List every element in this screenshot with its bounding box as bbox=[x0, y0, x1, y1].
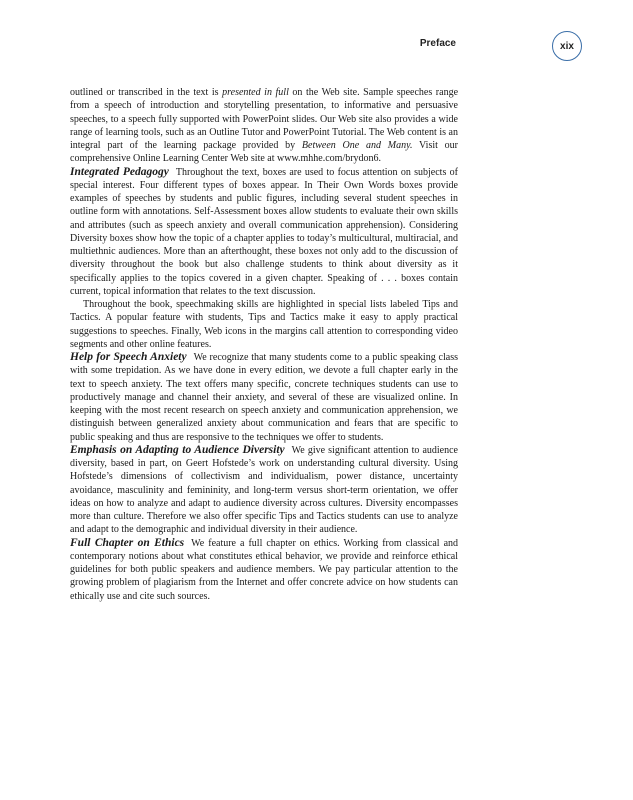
section-heading-ethics: Full Chapter on Ethics bbox=[70, 536, 185, 549]
section-heading-speech-anxiety: Help for Speech Anxiety bbox=[70, 351, 187, 363]
intro-paragraph: outlined or transcribed in the text is presented in full on the Web site. Sample speeches range from a speech of introduction and storytelling presentation, to informative and persuasive speeches, to a speech fully supported with PowerPoint slides. Our Web site also provides a wide range of learning tools, such as an Outline Tutor and PowerPoint Tutorial. The Web content is an integral part of the learning package provided by Between One and Many. Visit our comprehensive Online Learning Center Web site at www.mhhe.com/brydon6. bbox=[70, 87, 459, 165]
section-heading-audience-diversity: Emphasis on Adapting to Audience Diversity bbox=[70, 443, 285, 456]
ethics-paragraph: Full Chapter on Ethics We feature a full chapter on ethics. Working from classical and contemporary notions about what constitutes ethical behavior, we provide and reinforce ethical guidelines for both public speakers and audience members. We pay particular attention to the growing problem of plagiarism from the Internet and offer concrete advice on how students can ethically use and cite such sources. bbox=[70, 536, 459, 602]
section-heading-integrated-pedagogy: Integrated Pedagogy bbox=[70, 165, 169, 178]
integrated-pedagogy-paragraph-2: Throughout the book, speechmaking skills are highlighted in special lists labeled Tips and Tactics. A popular feature with students, Tips and Tactics make it easy to apply practical suggestions to speeches. Finally, Web icons in the margins call attention to corresponding video segments and other online features. bbox=[70, 299, 458, 350]
speech-anxiety-paragraph: Help for Speech Anxiety We recognize that many students come to a public speaking class with some trepidation. As we have done in every edition, we devote a full chapter early in the text to speech anxiety. The text offers many specific, concrete techniques students can use to productively manage and channel their anxiety, and several of these are visualized online. In keeping with the most recent research on speech anxiety and communication apprehension, we distinguish between generalized anxiety about communication and fears that are specific to public speaking and thus are responsive to the techniques we offer to students. bbox=[70, 351, 458, 443]
emphasis-presented-in-full: presented in full bbox=[222, 87, 289, 98]
page-number: xix bbox=[560, 40, 574, 52]
integrated-pedagogy-paragraph: Integrated Pedagogy Throughout the text, boxes are used to focus attention on subjects of special interest. Four different types of boxes appear. In Their Own Words boxes provide examples of speeches by students and public figures, including several student speeches in outline form with annotations. Self-Assessment boxes allow students to evaluate their own skills and attributes (such as speech anxiety and overall communication apprehension). Considering Diversity boxes show how the topic of a chapter applies to today’s multicultural, multiracial, and multiethnic audiences. More than an afterthought, these boxes not only add to the discussion of diversity throughout the book but also challenge students to think about diversity as it specifically applies to the topics covered in a given chapter. Speaking of . . . boxes contain current, topical information that relates to the text discussion. bbox=[70, 165, 458, 297]
running-head: Preface bbox=[419, 38, 456, 49]
book-title: Between One and Many. bbox=[301, 140, 413, 151]
body-text bbox=[70, 86, 458, 603]
page-number-badge bbox=[552, 31, 582, 61]
audience-diversity-paragraph: Emphasis on Adapting to Audience Diversity We give significant attention to audience diversity, based in part, on Geert Hofstede’s work on understanding cultural diversity. Using Hofstede’s dimensions of collectivism and individualism, power distance, uncertainty avoidance, masculinity and femininity, and long-term versus short-term orientation, we offer ideas on how to analyze and adapt to audience diversity across cultures. Diversity encompasses more than culture. Therefore we also offer specific Tips and Tactics students can use to analyze and adapt to the demographic and individual diversity in their audience. bbox=[70, 443, 458, 536]
